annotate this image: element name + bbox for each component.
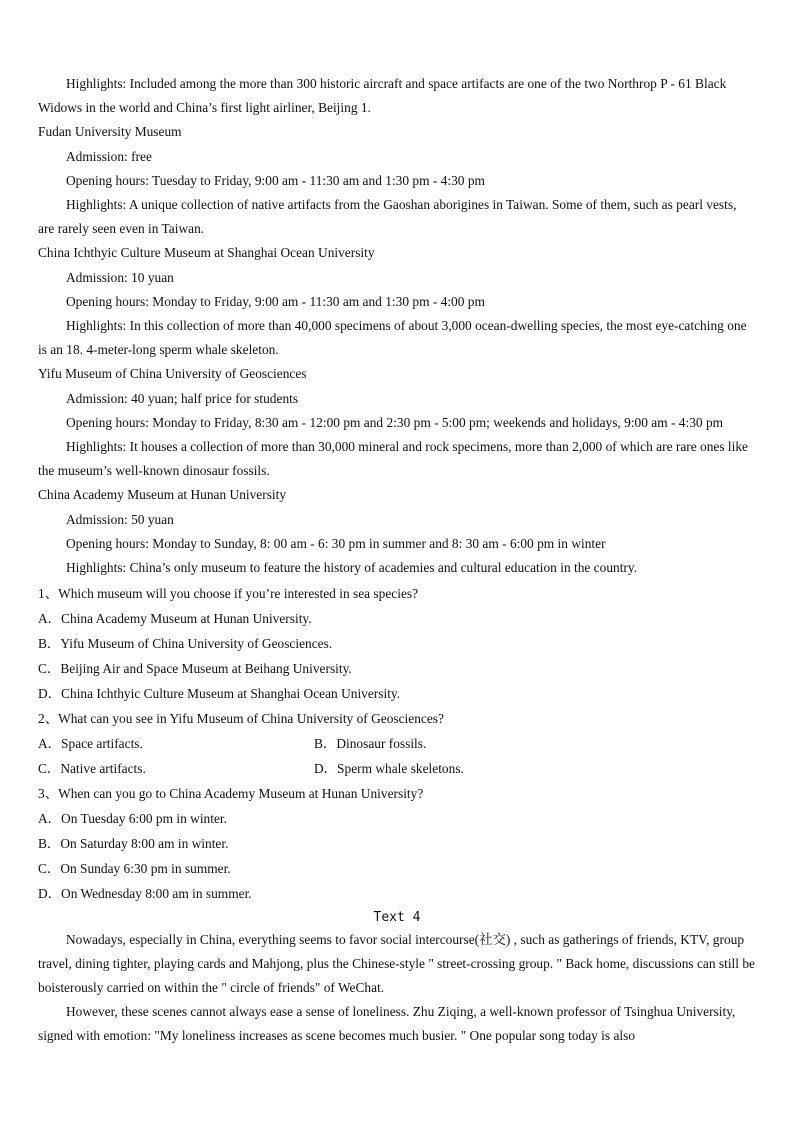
answer-option: C．Beijing Air and Space Museum at Beihang University.: [38, 661, 352, 677]
question-stem: 1、Which museum will you choose if you’re interested in sea species?: [38, 586, 419, 602]
question-stem: 3、When can you go to China Academy Museum at Hunan University?: [38, 786, 424, 802]
museum-highlights: Highlights: It houses a collection of more than 30,000 mineral and rock specimens, more than 2,000 of which are rare ones like the museum’s well-known dinosaur fossils.: [38, 439, 748, 479]
answer-option: A．Space artifacts.: [38, 736, 143, 752]
museum-highlights: Highlights: In this collection of more than 40,000 specimens of about 3,000 ocean-dwelling species, the most eye-catching one is an 18. 4-meter-long sperm whale skeleton.: [38, 318, 747, 358]
museum-hours: Opening hours: Monday to Friday, 9:00 am - 11:30 am and 1:30 pm - 4:00 pm: [66, 293, 485, 309]
answer-option: A．China Academy Museum at Hunan University.: [38, 611, 312, 627]
museum-highlights: Highlights: A unique collection of native artifacts from the Gaoshan aborigines in Taiwan. Some of them, such as pearl vests, are rarely seen even in Taiwan.: [38, 197, 737, 237]
answer-option: B．Yifu Museum of China University of Geosciences.: [38, 636, 333, 652]
museum-hours: Opening hours: Tuesday to Friday, 9:00 am - 11:30 am and 1:30 pm - 4:30 pm: [66, 172, 485, 188]
museum-hours: Opening hours: Monday to Friday, 8:30 am - 12:00 pm and 2:30 pm - 5:00 pm; weekends and holidays, 9:00 am - 4:30 pm: [66, 414, 724, 430]
answer-option: B．On Saturday 8:00 am in winter.: [38, 836, 229, 852]
museum-name: China Academy Museum at Hunan University: [38, 487, 287, 503]
museum-hours: Opening hours: Monday to Sunday, 8: 00 am - 6: 30 pm in summer and 8: 30 am - 6:00 pm in winter: [66, 535, 606, 551]
answer-option: C．On Sunday 6:30 pm in summer.: [38, 861, 231, 877]
answer-option: B．Dinosaur fossils.: [314, 736, 427, 752]
document-content: [38, 72, 756, 1048]
museum-name: Yifu Museum of China University of Geosciences: [38, 366, 307, 382]
answer-option: D．Sperm whale skeletons.: [314, 761, 464, 777]
text4-paragraph: Nowadays, especially in China, everything seems to favor social intercourse(社交) , such as gatherings of friends, KTV, group travel, dining tighter, playing cards and Mahjong, plus the Chinese-style " street-crossing group. " Back home, discussions can still be boisterously carried on within the " circle of friends" of WeChat.: [38, 932, 755, 996]
question-2: [38, 706, 756, 781]
museum-name: China Ichthyic Culture Museum at Shanghai Ocean University: [38, 245, 375, 261]
answer-option: A．On Tuesday 6:00 pm in winter.: [38, 811, 227, 827]
answer-option: D．On Wednesday 8:00 am in summer.: [38, 886, 252, 902]
museum-admission: Admission: 10 yuan: [66, 269, 174, 285]
museum-admission: Admission: 40 yuan; half price for students: [66, 390, 299, 406]
text4-heading: Text 4: [373, 910, 421, 926]
text4-paragraph: However, these scenes cannot always ease a sense of loneliness. Zhu Ziqing, a well-known professor of Tsinghua University, signed with emotion: "My loneliness increases as scene becomes much busier. " One popular song today is also: [38, 1004, 736, 1044]
museum-admission: Admission: free: [66, 148, 152, 164]
beijing-museum-highlights: Highlights: Included among the more than 300 historic aircraft and space artifacts are one of the two Northrop P - 61 Black Widows in the world and China’s first light airliner, Beijing 1.: [38, 76, 727, 116]
museum-highlights: Highlights: China’s only museum to feature the history of academies and cultural education in the country.: [66, 560, 638, 576]
question-stem: 2、What can you see in Yifu Museum of China University of Geosciences?: [38, 711, 444, 727]
answer-option: C．Native artifacts.: [38, 761, 146, 777]
question-1: [38, 581, 756, 706]
question-3: [38, 781, 756, 906]
answer-option: D．China Ichthyic Culture Museum at Shanghai Ocean University.: [38, 686, 401, 702]
museum-name: Fudan University Museum: [38, 124, 182, 140]
museum-admission: Admission: 50 yuan: [66, 511, 174, 527]
